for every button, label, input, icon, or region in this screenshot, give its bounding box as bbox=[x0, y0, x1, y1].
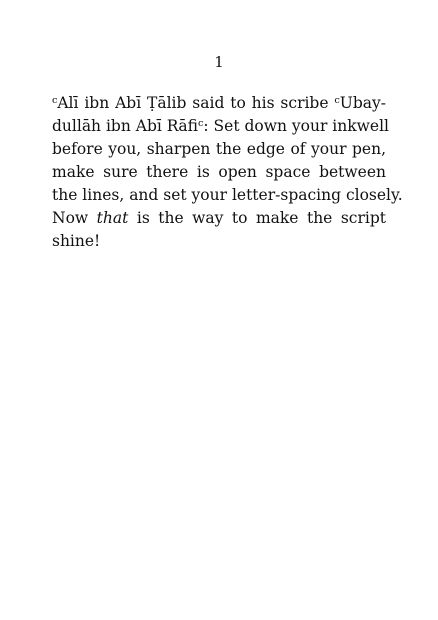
body-paragraph bbox=[52, 92, 403, 253]
paragraph-line-2: dullāh ibn Abī Rāfiᶜ: Set down your inkwell bbox=[52, 117, 389, 135]
paragraph-line-5: the lines, and set your letter-spacing closely. bbox=[52, 186, 403, 204]
paragraph-line-6-suffix: is the way to make the script bbox=[128, 209, 387, 227]
paragraph-line-1: ᶜAlī ibn Abī Ṭālib said to his scribe ᶜUbay- bbox=[52, 94, 386, 112]
page-number: 1 bbox=[214, 53, 224, 71]
paragraph-line-7: shine! bbox=[52, 232, 101, 250]
paragraph-line-4: make sure there is open space between bbox=[52, 163, 386, 181]
paragraph-line-6 bbox=[52, 207, 386, 230]
paragraph-line-6-emphasis: that bbox=[96, 209, 129, 227]
paragraph-line-6-prefix: Now bbox=[52, 209, 97, 227]
paragraph-line-3: before you, sharpen the edge of your pen, bbox=[52, 140, 386, 158]
